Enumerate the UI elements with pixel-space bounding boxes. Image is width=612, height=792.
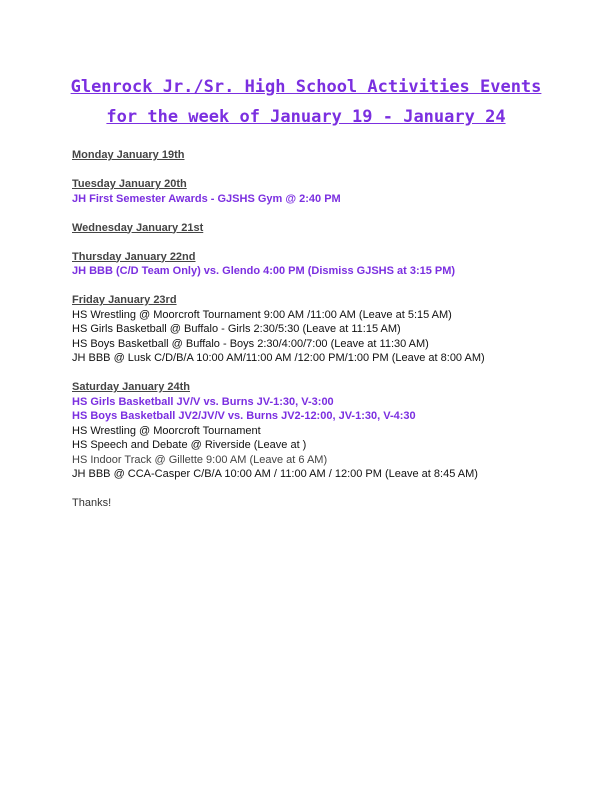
day-heading: Wednesday January 21st — [72, 221, 204, 234]
day-heading: Tuesday January 20th — [72, 178, 187, 190]
event-item: HS Boys Basketball @ Buffalo - Boys 2:30/4:00/7:00 (Leave at 11:30 AM) — [72, 337, 429, 350]
day-section — [72, 380, 552, 482]
event-item: JH First Semester Awards - GJSHS Gym @ 2:40 PM — [72, 192, 341, 205]
day-heading: Saturday January 24th — [72, 381, 190, 393]
day-section — [72, 221, 552, 236]
event-item: HS Girls Basketball JV/V vs. Burns JV-1:30, V-3:00 — [72, 395, 334, 408]
day-heading: Friday January 23rd — [72, 294, 177, 306]
document-title — [0, 72, 612, 132]
event-item: HS Girls Basketball @ Buffalo - Girls 2:30/5:30 (Leave at 11:15 AM) — [72, 323, 401, 335]
event-item: HS Wrestling @ Moorcroft Tournament 9:00 AM /11:00 AM (Leave at 5:15 AM) — [72, 308, 452, 321]
event-item: HS Speech and Debate @ Riverside (Leave at ) — [72, 439, 307, 451]
event-item: HS Boys Basketball JV2/JV/V vs. Burns JV2-12:00, JV-1:30, V-4:30 — [72, 410, 416, 422]
event-item: HS Wrestling @ Moorcroft Tournament — [72, 424, 261, 437]
day-section — [72, 293, 552, 366]
title-line-2: for the week of January 19 - January 24 — [106, 107, 506, 127]
schedule-content — [72, 148, 552, 511]
title-line-1: Glenrock Jr./Sr. High School Activities Events — [70, 77, 542, 97]
event-item: HS Indoor Track @ Gillette 9:00 AM (Leave at 6 AM) — [72, 453, 328, 466]
event-item: JH BBB @ Lusk C/D/B/A 10:00 AM/11:00 AM /12:00 PM/1:00 PM (Leave at 8:00 AM) — [72, 352, 485, 364]
day-section — [72, 177, 552, 206]
closing-text: Thanks! — [72, 497, 112, 509]
day-section — [72, 148, 552, 163]
event-item: JH BBB @ CCA-Casper C/B/A 10:00 AM / 11:00 AM / 12:00 PM (Leave at 8:45 AM) — [72, 468, 478, 480]
day-heading: Thursday January 22nd — [72, 250, 196, 263]
days-list — [72, 148, 552, 482]
day-heading: Monday January 19th — [72, 149, 185, 161]
event-item: JH BBB (C/D Team Only) vs. Glendo 4:00 PM (Dismiss GJSHS at 3:15 PM) — [72, 265, 456, 277]
day-section — [72, 250, 552, 279]
